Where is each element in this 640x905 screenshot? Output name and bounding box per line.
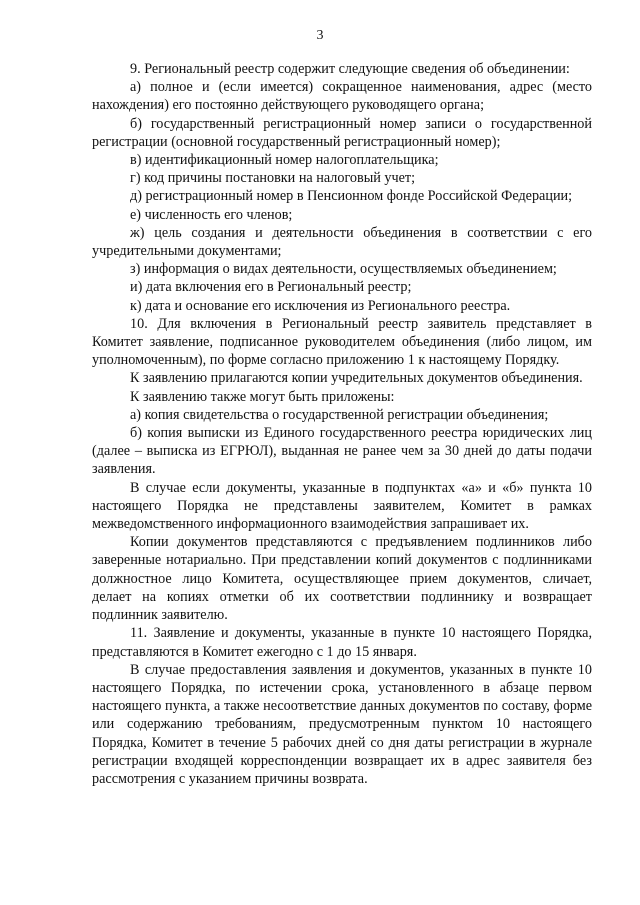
list-item-d: д) регистрационный номер в Пенсионном фонде Российской Федерации; bbox=[130, 188, 573, 205]
paragraph-optional-attachments: К заявлению также могут быть приложены: bbox=[130, 388, 395, 405]
list-item-z: з) информация о видах деятельности, осуществляемых объединением; bbox=[130, 261, 557, 278]
paragraph-attachments: К заявлению прилагаются копии учредительных документов объединения. bbox=[130, 370, 583, 387]
list-item-k: к) дата и основание его исключения из Регионального реестра. bbox=[130, 297, 511, 314]
list-item-g: г) код причины постановки на налоговый учет; bbox=[130, 170, 416, 187]
list-item-zh: ж) цель создания и деятельности объединения в соответствии с его учредительными документами; bbox=[92, 224, 592, 260]
page-number: 3 bbox=[316, 28, 324, 43]
list-item-i: и) дата включения его в Региональный реестр; bbox=[130, 279, 412, 296]
paragraph-9-intro: 9. Региональный реестр содержит следующие сведения об объединении: bbox=[130, 61, 570, 77]
list-item-b: б) государственный регистрационный номер записи о государственной регистрации (основной государственный регистрационный номер); bbox=[92, 115, 592, 150]
list-item-v: в) идентификационный номер налогоплательщика; bbox=[130, 152, 439, 169]
paragraph-11: 11. Заявление и документы, указанные в пункте 10 настоящего Порядка, представляются в Комитет ежегодно с 1 до 15 января. bbox=[92, 625, 592, 660]
optional-item-b: б) копия выписки из Единого государственного реестра юридических лиц (далее – выписка из ЕГРЮЛ), выданная не ранее чем за 30 дней до даты подачи заявления. bbox=[92, 425, 592, 478]
paragraph-10: 10. Для включения в Региональный реестр заявитель представляет в Комитет заявление, подписанное руководителем объединения (либо лицом, им уполномоченным), по форме согласно приложению 1 к настоящему Порядку. bbox=[92, 315, 592, 369]
paragraph-copies: Копии документов представляются с предъявлением подлинников либо заверенные нотариально. При представлении копий документов с подлинниками должностное лицо Комитета, осуществляющее прием документов, сличает, делает на копиях отметки об их соответствии подлиннику и возвращает подлинник заявителю. bbox=[92, 534, 592, 624]
optional-item-a: а) копия свидетельства о государственной регистрации объединения; bbox=[130, 406, 549, 423]
paragraph-interagency-request: В случае если документы, указанные в подпунктах «а» и «б» пункта 10 настоящего Порядка не представлены заявителем, Комитет в рамках межведомственного информационного взаимодействия запрашивает их. bbox=[92, 479, 592, 533]
paragraph-return: В случае предоставления заявления и документов, указанных в пункте 10 настоящего Порядка, по истечении срока, установленного в абзаце первом настоящего пункта, а также несоответствие данных документов по составу, форме или содержанию требованиям, предусмотренным пунктом 10 настоящего Порядка, Комитет в течение 5 рабочих дней со дня даты регистрации в журнале регистрации входящей корреспонденции возвращает их в адрес заявителя без рассмотрения с указанием причины возврата. bbox=[92, 661, 592, 787]
list-item-e: е) численность его членов; bbox=[130, 206, 293, 223]
list-item-a: а) полное и (если имеется) сокращенное наименования, адрес (место нахождения) его постоянно действующего руководящего органа; bbox=[92, 79, 592, 114]
document-body bbox=[92, 60, 592, 788]
